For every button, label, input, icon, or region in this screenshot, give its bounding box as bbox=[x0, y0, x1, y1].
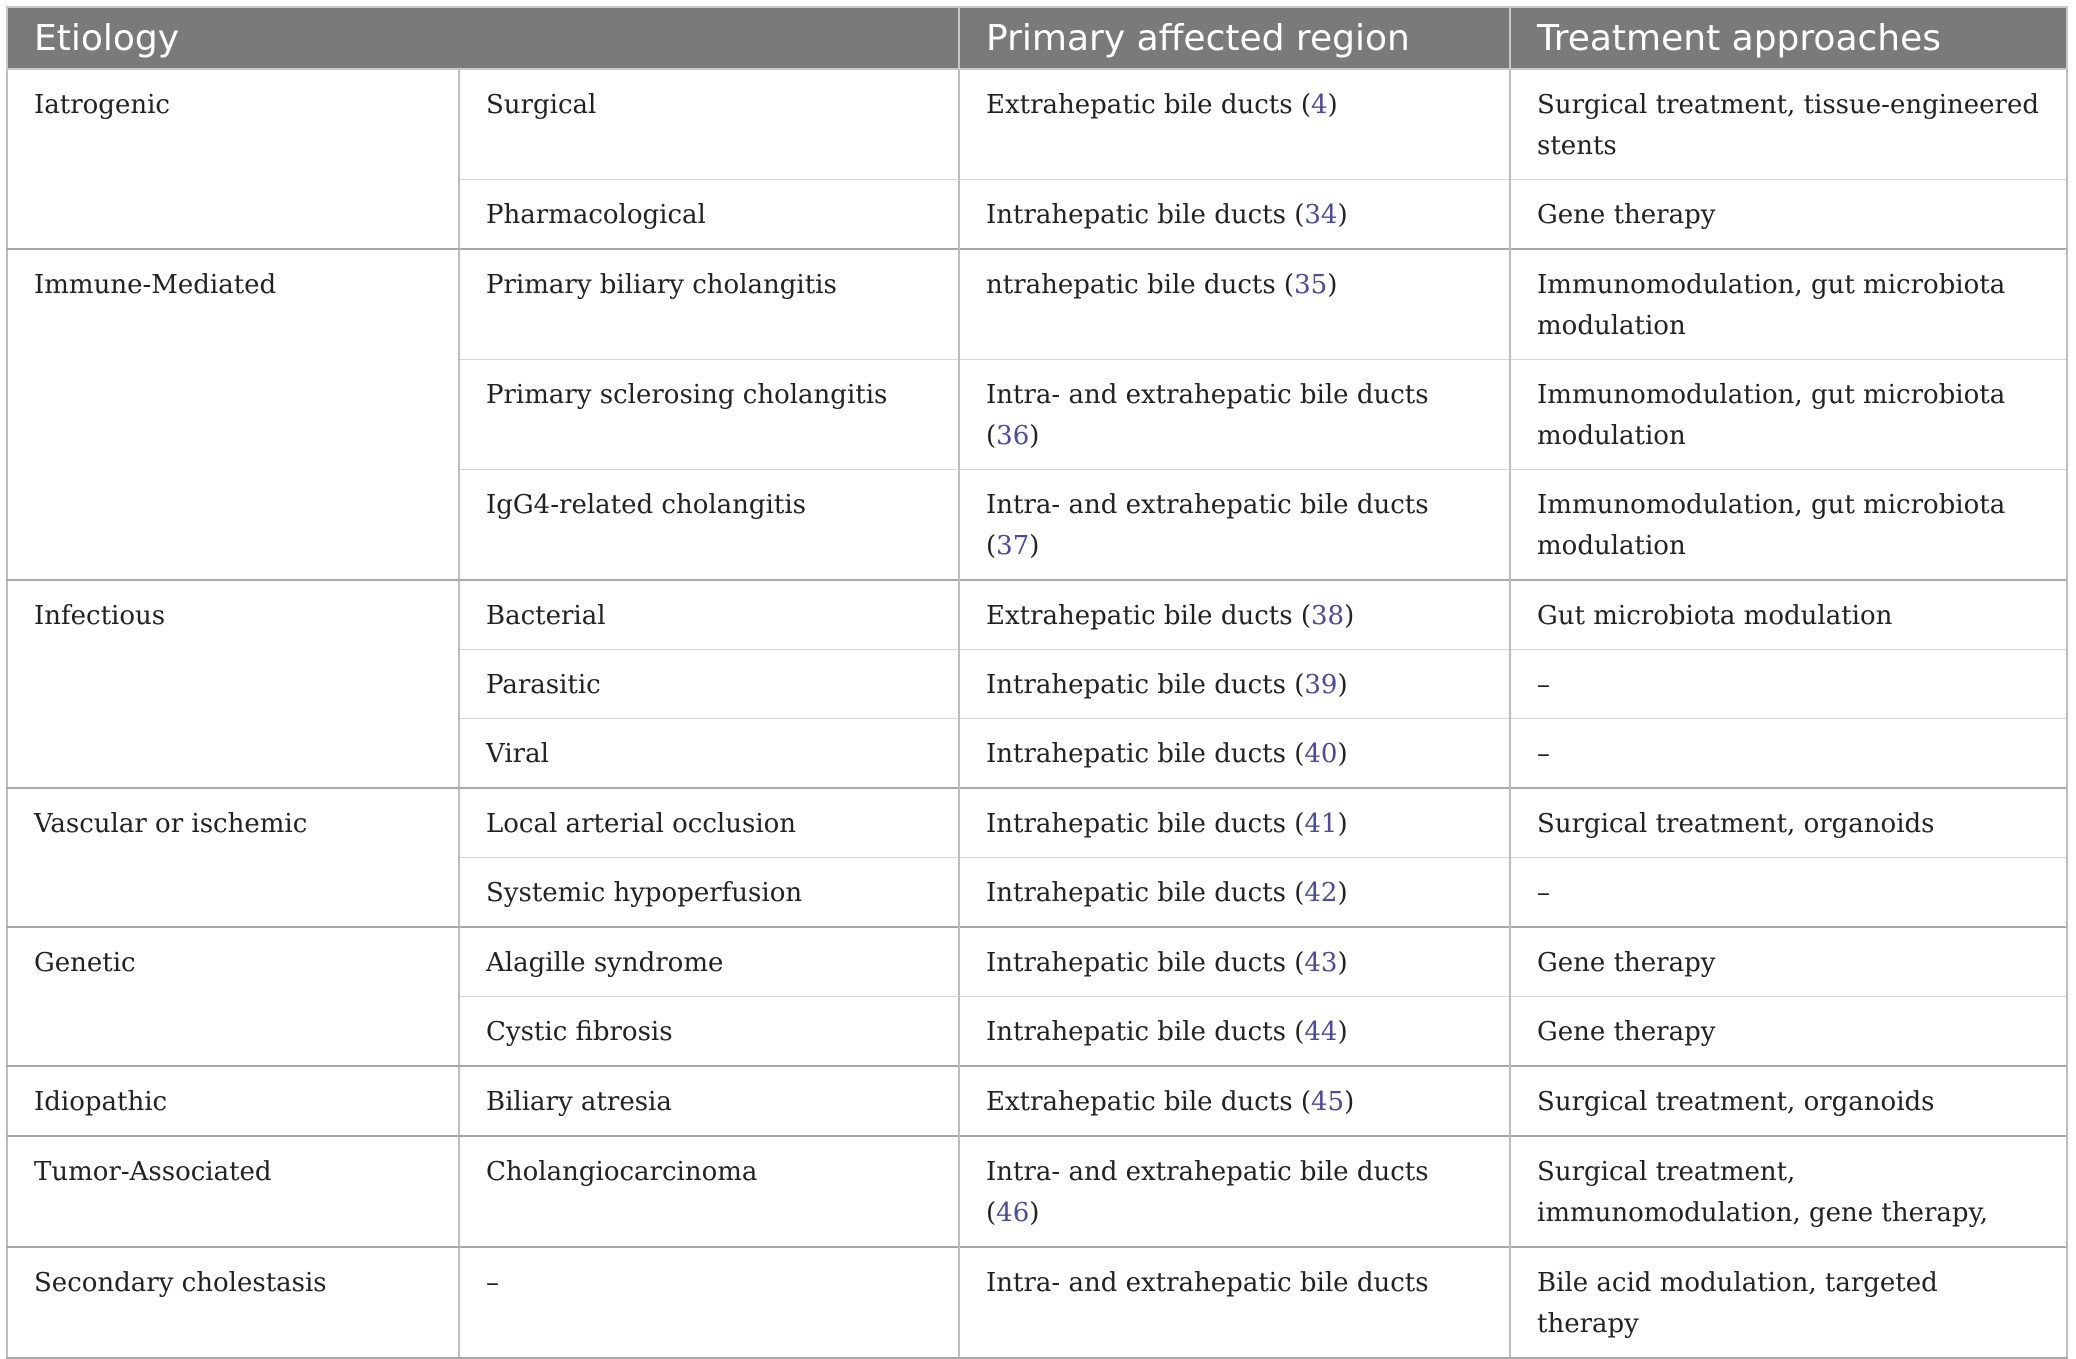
region-cell: Extrahepatic bile ducts (4) bbox=[959, 69, 1510, 180]
region-cell: Extrahepatic bile ducts (38) bbox=[959, 580, 1510, 650]
subtype-cell: – bbox=[459, 1247, 959, 1358]
etiology-cell: Immune-Mediated bbox=[7, 249, 459, 580]
reference-link[interactable]: 37 bbox=[996, 531, 1030, 561]
region-cell: Intrahepatic bile ducts (39) bbox=[959, 650, 1510, 719]
subtype-cell: Cholangiocarcinoma bbox=[459, 1136, 959, 1247]
reference-link[interactable]: 36 bbox=[996, 421, 1030, 451]
header-primary-affected-region: Primary affected region bbox=[959, 7, 1510, 69]
treatment-cell: Gene therapy bbox=[1510, 180, 2067, 250]
treatment-cell: Surgical treatment, organoids bbox=[1510, 788, 2067, 858]
etiology-table bbox=[6, 6, 2068, 1359]
table-row bbox=[7, 1066, 2067, 1136]
region-text: Extrahepatic bile ducts bbox=[986, 90, 1293, 120]
region-cell: Intra- and extrahepatic bile ducts (36) bbox=[959, 360, 1510, 470]
etiology-cell: Iatrogenic bbox=[7, 69, 459, 249]
subtype-cell: Cystic fibrosis bbox=[459, 997, 959, 1067]
reference-link[interactable]: 43 bbox=[1304, 948, 1338, 978]
region-text: Intrahepatic bile ducts bbox=[986, 809, 1286, 839]
subtype-cell: IgG4-related cholangitis bbox=[459, 470, 959, 581]
region-cell: ntrahepatic bile ducts (35) bbox=[959, 249, 1510, 360]
subtype-cell: Primary biliary cholangitis bbox=[459, 249, 959, 360]
region-text: Intra- and extrahepatic bile ducts bbox=[986, 1268, 1429, 1298]
region-text: Intra- and extrahepatic bile ducts bbox=[986, 380, 1429, 410]
table-row bbox=[7, 69, 2067, 180]
region-text: Intrahepatic bile ducts bbox=[986, 670, 1286, 700]
table-header bbox=[7, 7, 2067, 69]
subtype-cell: Parasitic bbox=[459, 650, 959, 719]
table-row bbox=[7, 927, 2067, 997]
region-text: Extrahepatic bile ducts bbox=[986, 601, 1293, 631]
table-row bbox=[7, 249, 2067, 360]
treatment-cell: Surgical treatment, organoids bbox=[1510, 1066, 2067, 1136]
subtype-cell: Surgical bbox=[459, 69, 959, 180]
reference-link[interactable]: 41 bbox=[1304, 809, 1338, 839]
treatment-cell: Gut microbiota modulation bbox=[1510, 580, 2067, 650]
etiology-cell: Tumor-Associated bbox=[7, 1136, 459, 1247]
treatment-cell: Immunomodulation, gut microbiota modulation bbox=[1510, 470, 2067, 581]
etiology-cell: Vascular or ischemic bbox=[7, 788, 459, 927]
region-cell: Intrahepatic bile ducts (43) bbox=[959, 927, 1510, 997]
table-row bbox=[7, 788, 2067, 858]
subtype-cell: Systemic hypoperfusion bbox=[459, 858, 959, 928]
treatment-cell: Gene therapy bbox=[1510, 997, 2067, 1067]
subtype-cell: Biliary atresia bbox=[459, 1066, 959, 1136]
region-cell: Intra- and extrahepatic bile ducts (46) bbox=[959, 1136, 1510, 1247]
reference-link[interactable]: 4 bbox=[1311, 90, 1328, 120]
region-text: Intrahepatic bile ducts bbox=[986, 739, 1286, 769]
region-cell: Intrahepatic bile ducts (34) bbox=[959, 180, 1510, 250]
subtype-cell: Alagille syndrome bbox=[459, 927, 959, 997]
treatment-cell: – bbox=[1510, 858, 2067, 928]
region-text: Intrahepatic bile ducts bbox=[986, 1017, 1286, 1047]
region-cell: Intrahepatic bile ducts (41) bbox=[959, 788, 1510, 858]
treatment-cell: Bile acid modulation, targeted therapy bbox=[1510, 1247, 2067, 1358]
reference-link[interactable]: 38 bbox=[1311, 601, 1345, 631]
table-row bbox=[7, 1136, 2067, 1247]
reference-link[interactable]: 34 bbox=[1304, 200, 1338, 230]
reference-link[interactable]: 35 bbox=[1294, 270, 1328, 300]
region-text: ntrahepatic bile ducts bbox=[986, 270, 1276, 300]
region-text: Intrahepatic bile ducts bbox=[986, 200, 1286, 230]
subtype-cell: Local arterial occlusion bbox=[459, 788, 959, 858]
etiology-cell: Infectious bbox=[7, 580, 459, 788]
subtype-cell: Viral bbox=[459, 719, 959, 789]
region-text: Intra- and extrahepatic bile ducts bbox=[986, 1157, 1429, 1187]
subtype-cell: Bacterial bbox=[459, 580, 959, 650]
reference-link[interactable]: 39 bbox=[1304, 670, 1338, 700]
treatment-cell: Immunomodulation, gut microbiota modulation bbox=[1510, 249, 2067, 360]
region-text: Intrahepatic bile ducts bbox=[986, 948, 1286, 978]
table-row bbox=[7, 580, 2067, 650]
reference-link[interactable]: 44 bbox=[1304, 1017, 1338, 1047]
region-text: Intra- and extrahepatic bile ducts bbox=[986, 490, 1429, 520]
treatment-cell: Gene therapy bbox=[1510, 927, 2067, 997]
etiology-table-container bbox=[6, 6, 2066, 1359]
treatment-cell: Surgical treatment, tissue-engineered stents bbox=[1510, 69, 2067, 180]
etiology-cell: Genetic bbox=[7, 927, 459, 1066]
treatment-cell: Surgical treatment, immunomodulation, gene therapy, bbox=[1510, 1136, 2067, 1247]
reference-link[interactable]: 46 bbox=[996, 1198, 1030, 1228]
treatment-cell: Immunomodulation, gut microbiota modulation bbox=[1510, 360, 2067, 470]
etiology-cell: Idiopathic bbox=[7, 1066, 459, 1136]
treatment-cell: – bbox=[1510, 650, 2067, 719]
reference-link[interactable]: 40 bbox=[1304, 739, 1338, 769]
region-cell: Intrahepatic bile ducts (40) bbox=[959, 719, 1510, 789]
header-treatment-approaches: Treatment approaches bbox=[1510, 7, 2067, 69]
region-text: Intrahepatic bile ducts bbox=[986, 878, 1286, 908]
region-cell: Extrahepatic bile ducts (45) bbox=[959, 1066, 1510, 1136]
subtype-cell: Pharmacological bbox=[459, 180, 959, 250]
subtype-cell: Primary sclerosing cholangitis bbox=[459, 360, 959, 470]
header-etiology: Etiology bbox=[7, 7, 959, 69]
table-row bbox=[7, 1247, 2067, 1358]
etiology-cell: Secondary cholestasis bbox=[7, 1247, 459, 1358]
table-body bbox=[7, 69, 2067, 1358]
region-cell: Intrahepatic bile ducts (42) bbox=[959, 858, 1510, 928]
reference-link[interactable]: 45 bbox=[1311, 1087, 1345, 1117]
treatment-cell: – bbox=[1510, 719, 2067, 789]
region-cell bbox=[959, 1247, 1510, 1358]
region-cell: Intra- and extrahepatic bile ducts (37) bbox=[959, 470, 1510, 581]
region-cell: Intrahepatic bile ducts (44) bbox=[959, 997, 1510, 1067]
reference-link[interactable]: 42 bbox=[1304, 878, 1338, 908]
region-text: Extrahepatic bile ducts bbox=[986, 1087, 1293, 1117]
